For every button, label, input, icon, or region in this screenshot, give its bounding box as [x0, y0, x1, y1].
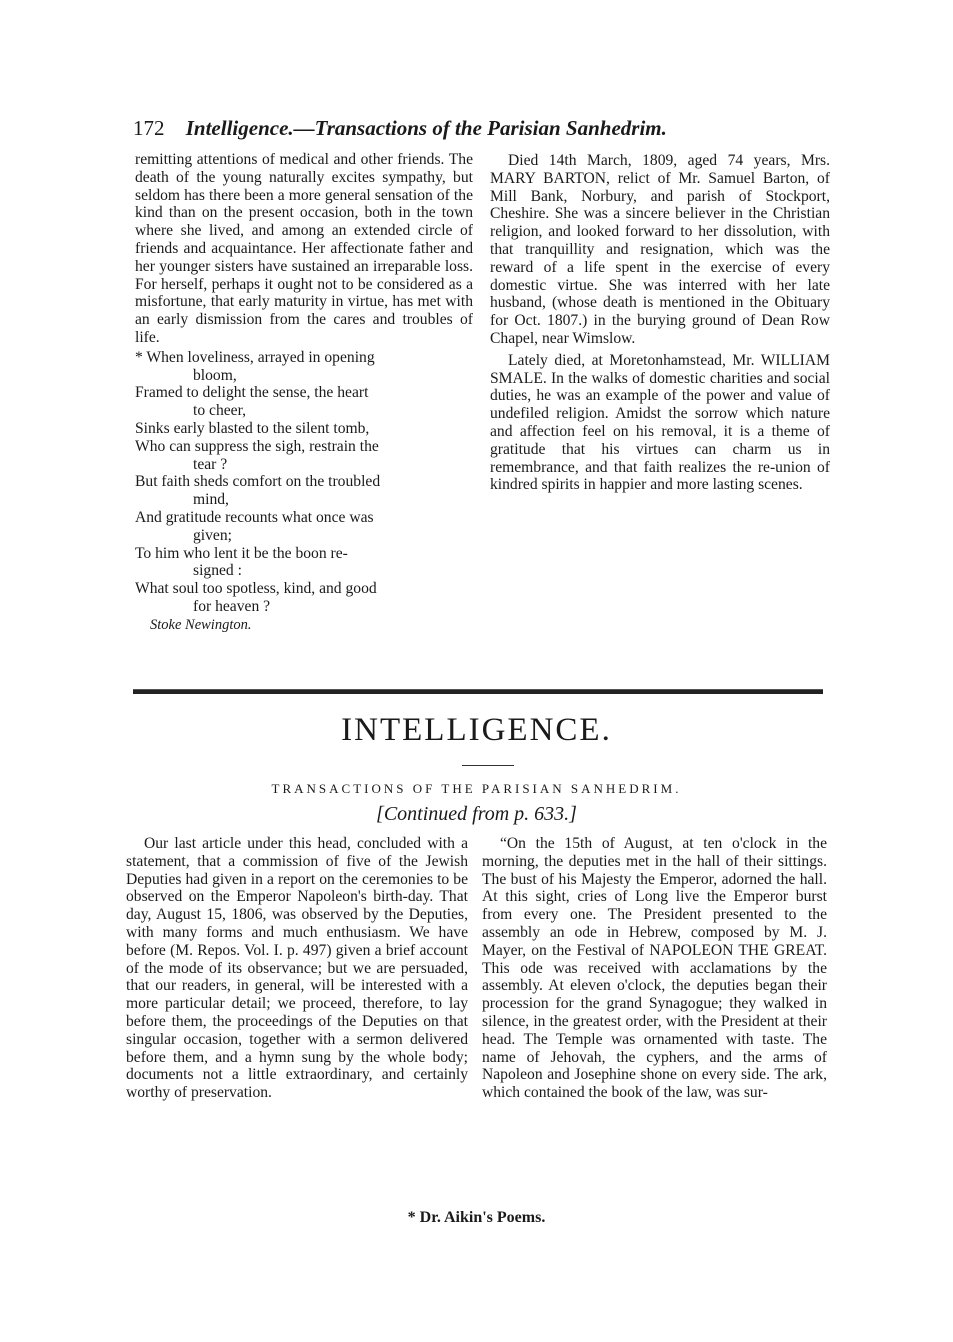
poem-line: What soul too spotless, kind, and good for heaven ?: [135, 580, 377, 615]
obituary-right-column: [490, 152, 830, 494]
poem-line: * When loveliness, arrayed in opening bloom,: [135, 348, 375, 384]
poem-line: Sinks early blasted to the silent tomb,: [135, 419, 370, 437]
page-number: 172: [133, 116, 165, 140]
article-left-column: [126, 835, 468, 1102]
obituary-paragraph: Died 14th March, 1809, aged 74 years, Mrs. MARY BARTON, relict of Mr. Samuel Barton, of Mill Bank, Norbury, and parish of Stockport, Cheshire. She was a sincere believer in the Christian religion, and looked forward to her dissolution, with that tranquillity and resignation, which was the reward of a life spent in the exercise of every domestic virtue. She was interred with her late husband, (whose death is mentioned in the Obituary for Oct. 1807.) in the burying ground of Dean Row Chapel, near Wimslow.: [490, 152, 830, 347]
obituary-left-column: [135, 151, 473, 635]
running-title: Intelligence.—Transactions of the Parisian Sanhedrim.: [185, 116, 667, 140]
poem: [135, 349, 473, 635]
poem-line: And gratitude recounts what once was given;: [135, 508, 374, 544]
title-rule: [462, 765, 514, 766]
running-head: [133, 116, 833, 141]
article-heading: TRANSACTIONS OF THE PARISIAN SANHEDRIM.: [271, 781, 682, 796]
footnote: * Dr. Aikin's Poems.: [407, 1209, 546, 1226]
article-paragraph: “On the 15th of August, at ten o'clock in the morning, the deputies met in the hall of their sittings. The bust of his Majesty the Emperor, adorned the hall. At this sight, cries of Long live the Emperor burst from every one. The President presented to the assembly an ode in Hebrew, composed by M. J. Mayer, on the Festival of NAPOLEON THE GREAT. This ode was received with acclamations by the assembly. At eleven o'clock, the deputies began their procession for the grand Synagogue; they walked in silence, in the greatest order, with the President at their head. The Temple was ornamented with taste. The name of Jehovah, the cyphers, and the arms of Napoleon and Josephine shone on every side. The ark, which contained the book of the law, was sur-: [482, 835, 827, 1102]
section-divider: [133, 689, 823, 694]
poem-line: Who can suppress the sigh, restrain the tear ?: [135, 437, 379, 473]
obituary-paragraph: Lately died, at Moretonhamstead, Mr. WILLIAM SMALE. In the walks of domestic charities and social duties, he was an example of the power and value of undefiled religion. Amidst the sorrow which nature and affection feel on his removal, it is a theme of gratitude that his virtues can charm us in remembrance, and that faith realizes the re-union of kindred spirits in happier and more lasting scenes.: [490, 351, 830, 494]
poem-line: Framed to delight the sense, the heart to cheer,: [135, 384, 369, 420]
poem-line: But faith sheds comfort on the troubled mind,: [135, 473, 381, 509]
poem-place: Stoke Newington.: [150, 616, 252, 633]
article-paragraph: Our last article under this head, concluded with a statement, that a commission of five of the Jewish Deputies had given in a report on the ceremonies to be observed on the Emperor Napoleon's birth-day. That day, August 15, 1806, was observed by the Deputies, with many forms and much enthusiasm. We have before (M. Repos. Vol. I. p. 497) given a brief account of the mode of its observance; but we are persuaded, that our readers, in general, will be interested with a more particular detail; we proceed, therefore, to lay before them, the proceedings of the Deputies on that singular occasion, together with a sermon delivered before them, and a hymn sung by the whole body; documents not a little extraordinary, and certainly worthy of preservation.: [126, 835, 468, 1102]
poem-line: To him who lent it be the boon re- signed :: [135, 544, 348, 580]
section-title: INTELLIGENCE.: [341, 712, 612, 748]
continued-note: [Continued from p. 633.]: [376, 803, 577, 825]
article-right-column: [482, 835, 827, 1102]
obituary-paragraph: remitting attentions of medical and other friends. The death of the young naturally excites sympathy, but seldom has there been a more general sensation of the kind than on the present occasion, both in the town where she lived, and among an extended circle of friends and acquaintance. Her affectionate father and her younger sisters have sustained an irreparable loss. For herself, perhaps it ought not to be considered as a misfortune, that early maturity in virtue, has met with an early dismission from the cares and troubles of life.: [135, 151, 473, 346]
